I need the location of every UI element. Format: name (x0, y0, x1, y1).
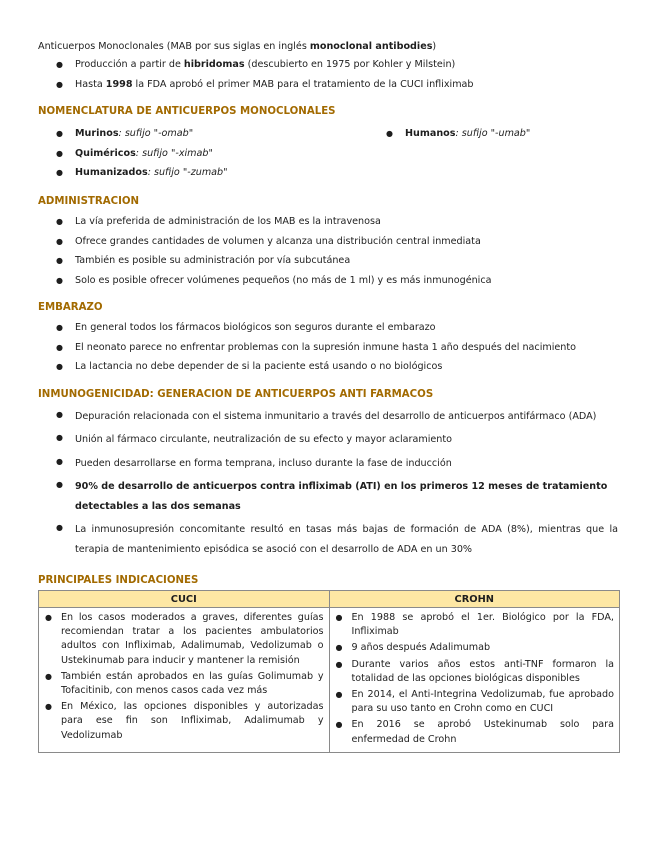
section-heading-inmunogenicidad: INMUNOGENICIDAD: GENERACION DE ANTICUERPOS ANTI FARMACOS (38, 388, 434, 400)
intro-text-end: ) (432, 41, 437, 52)
crohn-cell (329, 608, 620, 753)
list-item-highlight: ● 90% de desarrollo de anticuerpos contra infliximab (ATI) en los primeros 12 meses de tratamiento detectables a las dos semanas (38, 475, 618, 518)
list-item: ● Ofrece grandes cantidades de volumen y alcanza una distribución central inmediata (38, 232, 618, 252)
section-heading-nomenclatura: NOMENCLATURA DE ANTICUERPOS MONOCLONALES (38, 106, 336, 117)
list-item: ● En 2014, el Anti-Integrina Vedolizumab, fue aprobado para su uso tanto en Crohn como en CUCI (330, 688, 615, 716)
intro-item-hibridomas: ● Producción a partir de hibridomas (descubierto en 1975 por Kohler y Milstein) (38, 55, 618, 75)
list-item: ● Quiméricos: sufijo "-ximab" (38, 144, 358, 164)
list-item: ● La inmunosupresión concomitante resultó en tasas más bajas de formación de ADA (8%), mientras que la terapia de mantenimiento episódica se asoció con el desarrollo de ADA en un 30% (38, 518, 618, 561)
intro-list (38, 55, 618, 94)
list-item: ● En 2016 se aprobó Ustekinumab solo para enfermedad de Crohn (330, 718, 615, 746)
administracion-list (38, 212, 618, 290)
list-item: ● La vía preferida de administración de los MAB es la intravenosa (38, 212, 618, 232)
list-item: ● En general todos los fármacos biológicos son seguros durante el embarazo (38, 318, 618, 338)
cuci-list (39, 611, 324, 743)
list-item: ● La lactancia no debe depender de si la paciente está usando o no biológicos (38, 357, 618, 377)
section-heading-embarazo: EMBARAZO (38, 302, 103, 313)
nomenclatura-columns (38, 122, 618, 184)
table-row (39, 608, 620, 753)
list-item: ● Depuración relacionada con el sistema inmunitario a través del desarrollo de anticuerpos antifármaco (ADA) (38, 405, 618, 429)
indicaciones-table (38, 590, 620, 753)
list-item: ● Murinos: sufijo "-omab" (38, 124, 358, 144)
intro-bold-term: monoclonal antibodies (309, 41, 433, 52)
table-header-row (39, 591, 620, 608)
intro-item-fda-1998: ● Hasta 1998 la FDA aprobó el primer MAB para el tratamiento de la CUCI infliximab (38, 75, 618, 95)
section-heading-indicaciones: PRINCIPALES INDICACIONES (38, 575, 199, 586)
list-item: ● Humanizados: sufijo "-zumab" (38, 163, 358, 183)
list-item: ● Unión al fármaco circulante, neutralización de su efecto y mayor aclaramiento (38, 428, 618, 452)
inmunogenicidad-list (38, 405, 618, 562)
list-item: ● El neonato parece no enfrentar problemas con la supresión inmune hasta 1 año después del nacimiento (38, 338, 618, 358)
list-item: ● Durante varios años estos anti-TNF formaron la totalidad de las opciones biológicas disponibles (330, 658, 615, 686)
nomenclatura-list-right (368, 124, 618, 144)
list-item: ● En 1988 se aprobó el 1er. Biológico por la FDA, Infliximab (330, 611, 615, 639)
crohn-list (330, 611, 615, 747)
list-item: ● 9 años después Adalimumab (330, 641, 615, 655)
section-heading-administracion: ADMINISTRACION (38, 196, 140, 207)
list-item: ● Humanos: sufijo "-umab" (368, 124, 618, 144)
document-page (38, 38, 618, 753)
intro-line (38, 38, 618, 55)
list-item: ● También están aprobados en las guías Golimumab y Tofacitinib, con menos casos cada vez más (39, 670, 324, 698)
header-crohn: CROHN (329, 591, 620, 608)
list-item: ● Solo es posible ofrecer volúmenes pequeños (no más de 1 ml) y es más inmunogénica (38, 271, 618, 291)
list-item: ● Pueden desarrollarse en forma temprana, incluso durante la fase de inducción (38, 452, 618, 476)
list-item: ● También es posible su administración por vía subcutánea (38, 251, 618, 271)
nomenclatura-list-left (38, 124, 358, 183)
embarazo-list (38, 318, 618, 377)
intro-text: Anticuerpos Monoclonales (MAB por sus siglas en inglés (38, 41, 310, 52)
cuci-cell (39, 608, 330, 753)
header-cuci: CUCI (39, 591, 330, 608)
list-item: ● En México, las opciones disponibles y autorizadas para ese fin son Infliximab, Adalimumab y Vedolizumab (39, 700, 324, 743)
list-item: ● En los casos moderados a graves, diferentes guías recomiendan tratar a los pacientes ambulatorios adultos con Infliximab, Adalimumab, Vedolizumab o Ustekinumab para inducir y mantener la remisión (39, 611, 324, 668)
